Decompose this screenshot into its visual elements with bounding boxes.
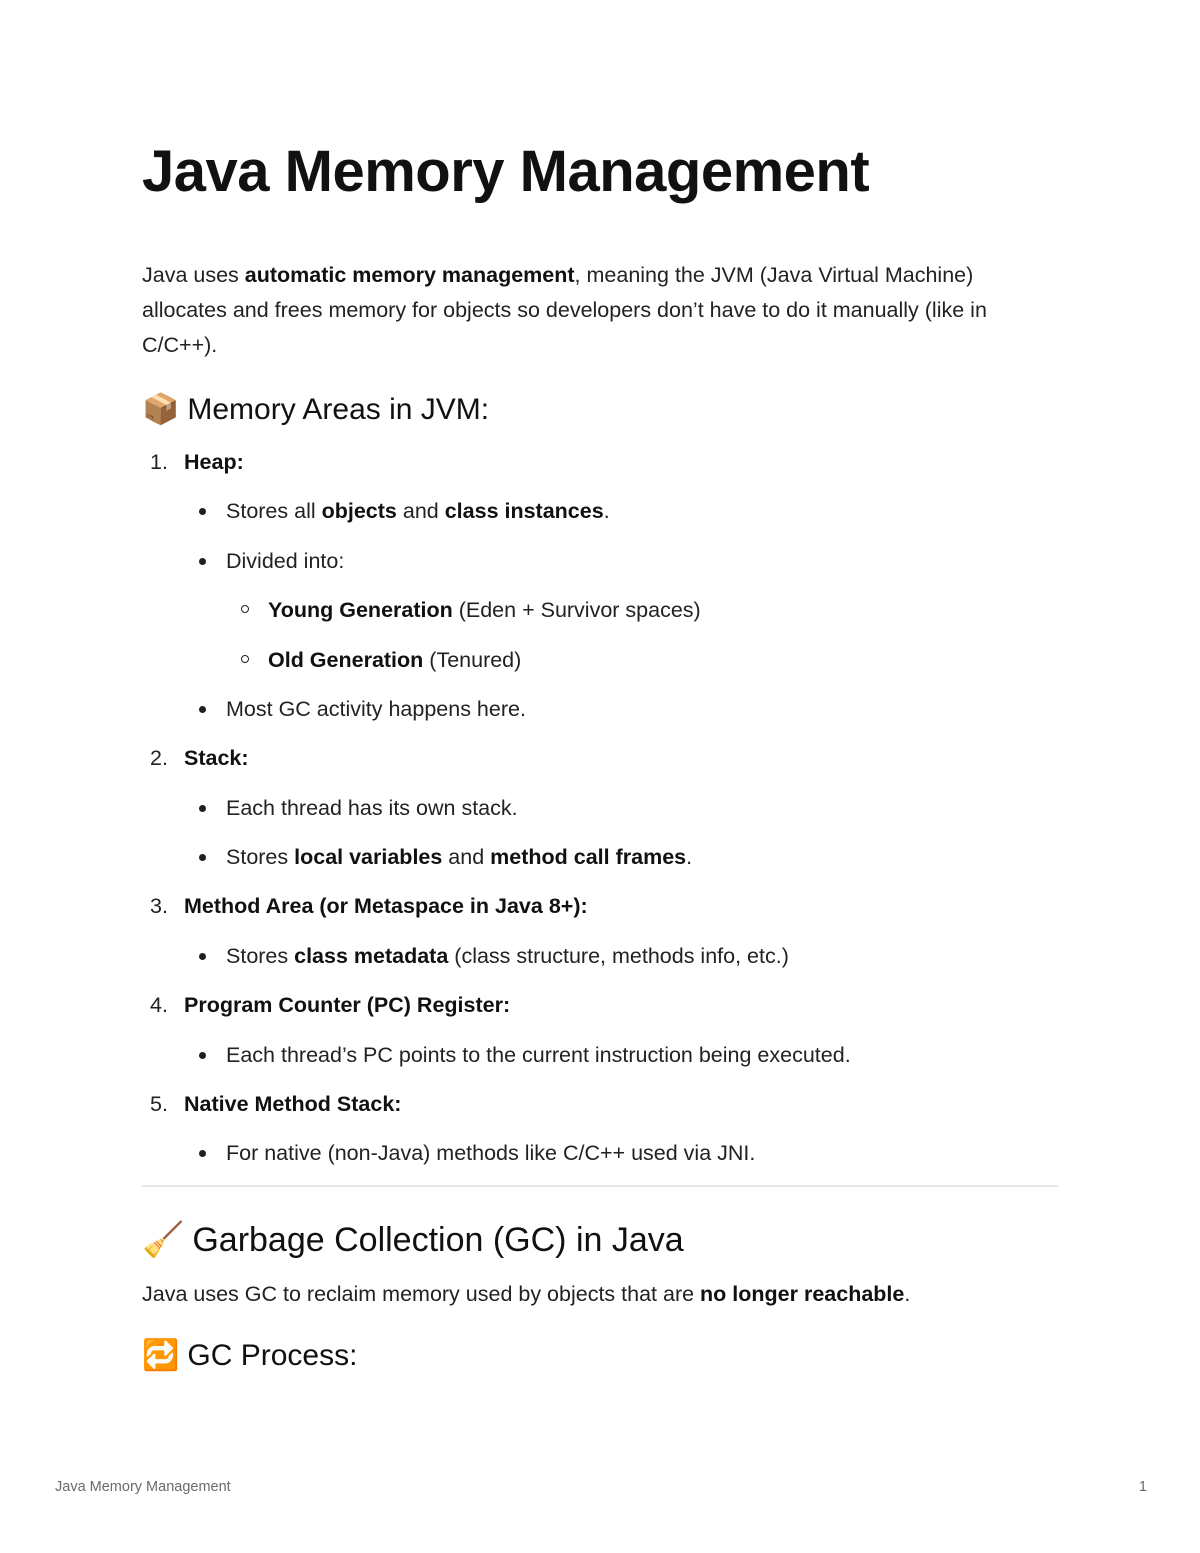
sub-bullet-bold: Young Generation <box>268 598 453 622</box>
list-number: 4. <box>150 993 168 1017</box>
bullet-icon <box>199 706 206 713</box>
memory-areas-heading-text: Memory Areas in JVM: <box>187 392 490 426</box>
bullet-icon <box>199 854 206 861</box>
list-number: 3. <box>150 894 168 918</box>
gc-process-heading-text: GC Process: <box>187 1338 358 1372</box>
bullet-item: Each thread has its own stack. <box>226 796 518 820</box>
gc-paragraph <box>142 1279 910 1309</box>
list-item-label: Heap: <box>184 450 244 474</box>
gc-bold: no longer reachable <box>700 1282 905 1306</box>
page-title: Java Memory Management <box>142 139 870 204</box>
intro-text: , meaning the JVM (Java Virtual Machine) allocates and frees memory for objects so developers don’t have to do it manually (like in C/C++). <box>142 263 987 357</box>
sub-bullet-bold: Old Generation <box>268 648 424 672</box>
bullet-bold: objects <box>321 499 397 523</box>
bullet-bold: class instances <box>444 499 604 523</box>
bullet-text: . <box>603 499 610 523</box>
bullet-bold: local variables <box>294 845 443 869</box>
intro-paragraph <box>142 258 1058 363</box>
bullet-text: Stores <box>226 944 295 968</box>
bullet-item: Most GC activity happens here. <box>226 697 526 721</box>
bullet-icon <box>199 1052 206 1059</box>
gc-heading <box>142 1220 684 1260</box>
sub-bullet-item <box>268 645 521 675</box>
gc-process-heading <box>142 1338 357 1373</box>
list-number: 2. <box>150 746 168 770</box>
bullet-icon <box>199 508 206 515</box>
bullet-text: and <box>442 845 491 869</box>
bullet-text: . <box>686 845 693 869</box>
repeat-icon: 🔁 <box>142 1339 180 1372</box>
broom-icon: 🧹 <box>142 1221 185 1259</box>
memory-areas-heading <box>142 392 489 427</box>
bullet-item: Each thread’s PC points to the current instruction being executed. <box>226 1043 851 1067</box>
list-item-label: Method Area (or Metaspace in Java 8+): <box>184 894 588 918</box>
list-item-label: Stack: <box>184 746 249 770</box>
bullet-item: Divided into: <box>226 549 345 573</box>
gc-text: . <box>904 1282 911 1306</box>
footer-title: Java Memory Management <box>55 1479 231 1495</box>
bullet-item <box>226 941 789 971</box>
list-number: 1. <box>150 450 168 474</box>
package-icon: 📦 <box>142 393 180 426</box>
bullet-item <box>226 496 610 526</box>
bullet-icon <box>199 1150 206 1157</box>
hollow-bullet-icon <box>241 605 249 613</box>
gc-heading-text: Garbage Collection (GC) in Java <box>192 1220 684 1259</box>
bullet-text: Stores <box>226 845 295 869</box>
intro-bold: automatic memory management <box>244 263 575 287</box>
bullet-bold: method call frames <box>490 845 687 869</box>
intro-text: Java uses <box>142 263 245 287</box>
sub-bullet-text: (Eden + Survivor spaces) <box>452 598 701 622</box>
sub-bullet-text: (Tenured) <box>423 648 522 672</box>
list-item-label: Program Counter (PC) Register: <box>184 993 511 1017</box>
list-item-label: Native Method Stack: <box>184 1092 402 1116</box>
bullet-icon <box>199 558 206 565</box>
bullet-item <box>226 842 692 872</box>
bullet-icon <box>199 953 206 960</box>
bullet-text: Stores all <box>226 499 322 523</box>
bullet-icon <box>199 805 206 812</box>
list-number: 5. <box>150 1092 168 1116</box>
bullet-item: For native (non-Java) methods like C/C++ used via JNI. <box>226 1141 756 1165</box>
gc-text: Java uses GC to reclaim memory used by objects that are <box>142 1282 701 1306</box>
hollow-bullet-icon <box>241 655 249 663</box>
sub-bullet-item <box>268 595 701 625</box>
section-divider <box>142 1185 1058 1187</box>
bullet-text: and <box>396 499 445 523</box>
bullet-text: (class structure, methods info, etc.) <box>448 944 789 968</box>
page-number: 1 <box>1138 1479 1147 1495</box>
bullet-bold: class metadata <box>294 944 449 968</box>
